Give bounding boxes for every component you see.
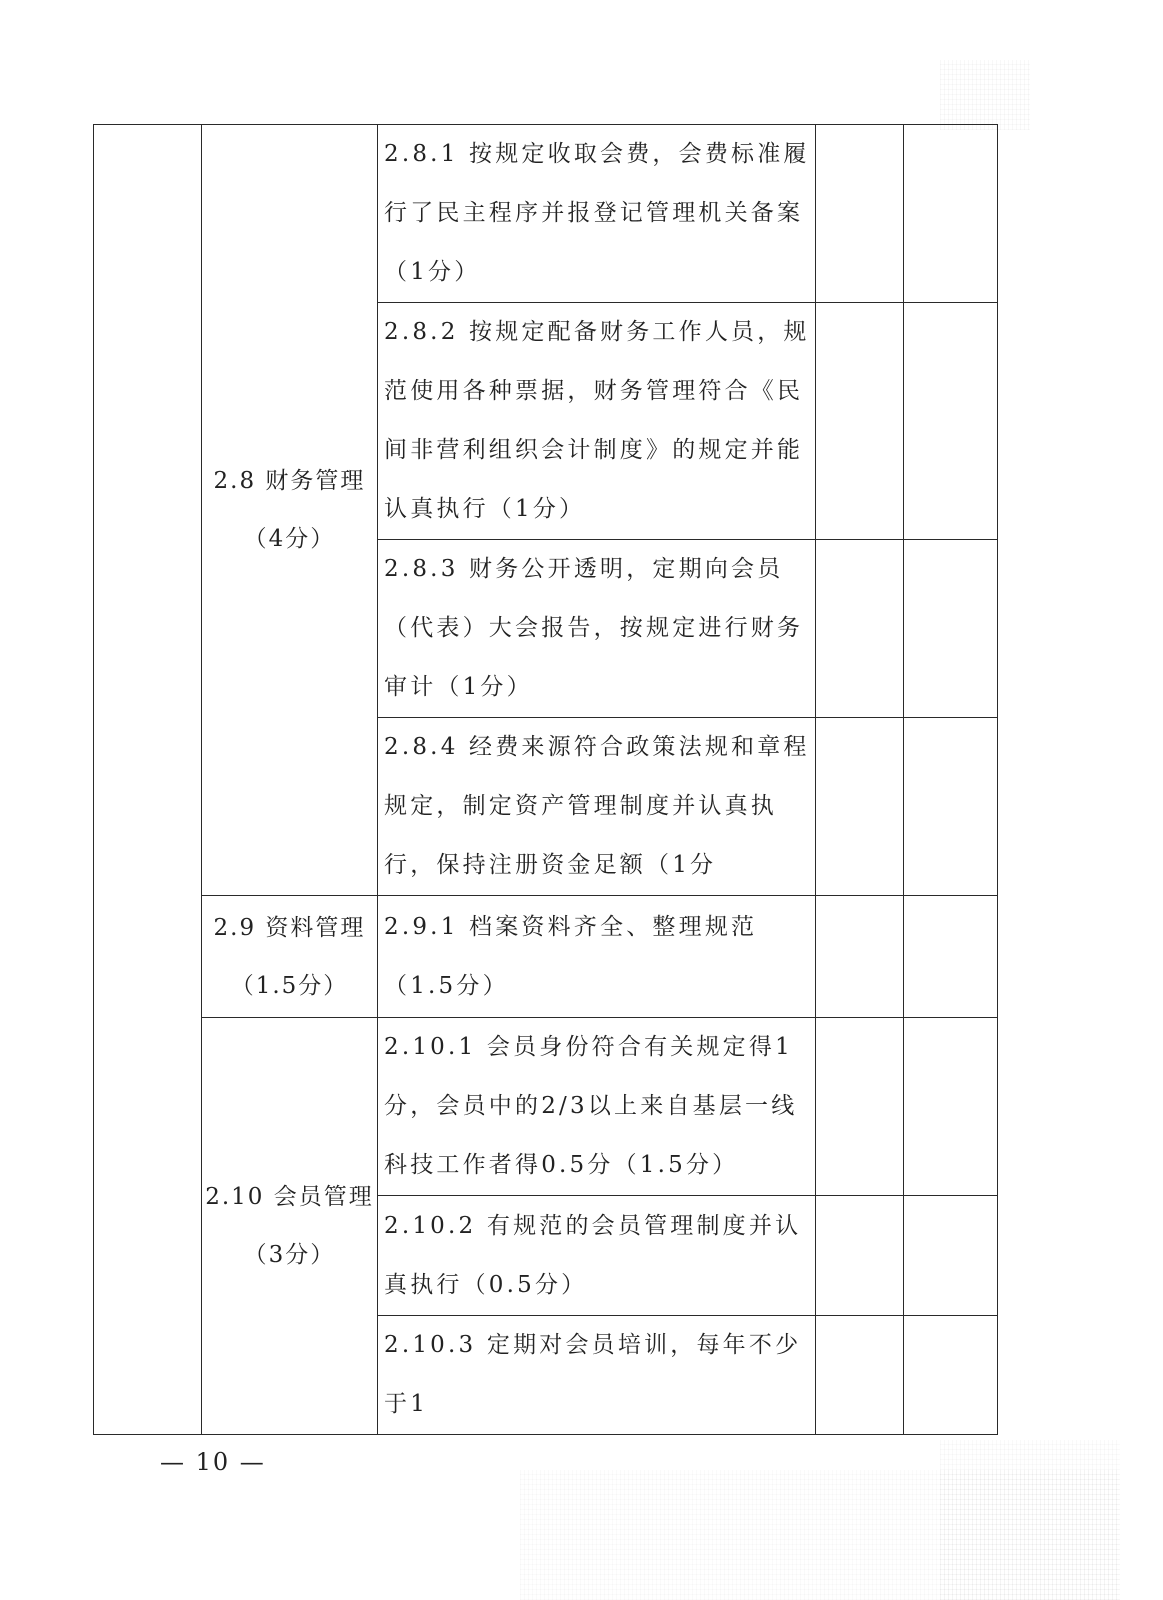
category-score: （1.5分） bbox=[230, 972, 349, 999]
table-row bbox=[94, 125, 998, 303]
self-score-cell[interactable] bbox=[816, 540, 904, 718]
criterion-cell bbox=[378, 718, 816, 896]
first-level-cell bbox=[94, 125, 202, 1435]
criterion-text: 2.10.1 会员身份符合有关规定得1分，会员中的2/3以上来自基层一线科技工作者得0.5分（1.5分） bbox=[384, 1034, 798, 1178]
criterion-text: 2.8.4 经费来源符合政策法规和章程规定，制定资产管理制度并认真执行，保持注册资金足额（1分 bbox=[384, 734, 810, 878]
review-score-cell[interactable] bbox=[904, 1196, 998, 1316]
page-number: — 10 — bbox=[160, 1448, 266, 1476]
category-cell bbox=[202, 896, 378, 1018]
criterion-text: 2.8.3 财务公开透明，定期向会员（代表）大会报告，按规定进行财务审计（1分） bbox=[384, 556, 804, 700]
self-score-cell[interactable] bbox=[816, 1196, 904, 1316]
review-score-cell[interactable] bbox=[904, 1316, 998, 1435]
review-score-cell[interactable] bbox=[904, 896, 998, 1018]
review-score-cell[interactable] bbox=[904, 540, 998, 718]
review-score-cell[interactable] bbox=[904, 125, 998, 303]
criterion-text: 2.10.2 有规范的会员管理制度并认真执行（0.5分） bbox=[384, 1212, 802, 1298]
criterion-cell bbox=[378, 1316, 816, 1435]
scan-artifact bbox=[940, 1440, 1120, 1600]
table-row bbox=[94, 896, 998, 1018]
evaluation-table bbox=[93, 124, 998, 1435]
category-cell bbox=[202, 1018, 378, 1435]
category-score: （4分） bbox=[243, 526, 336, 552]
criterion-cell bbox=[378, 1018, 816, 1196]
criterion-text: 2.9.1 档案资料齐全、整理规范（1.5分） bbox=[384, 913, 758, 999]
criterion-text: 2.8.2 按规定配备财务工作人员，规范使用各种票据，财务管理符合《民间非营利组织会计制度》的规定并能认真执行（1分） bbox=[384, 319, 810, 522]
review-score-cell[interactable] bbox=[904, 1018, 998, 1196]
review-score-cell[interactable] bbox=[904, 303, 998, 540]
category-cell bbox=[202, 125, 378, 896]
criterion-text: 2.8.1 按规定收取会费，会费标准履行了民主程序并报登记管理机关备案（1分） bbox=[384, 141, 810, 285]
criterion-cell bbox=[378, 540, 816, 718]
criterion-cell bbox=[378, 1196, 816, 1316]
category-score: （3分） bbox=[243, 1242, 336, 1268]
self-score-cell[interactable] bbox=[816, 303, 904, 540]
category-name: 2.10 会员管理 bbox=[205, 1184, 374, 1210]
category-name: 2.9 资料管理 bbox=[213, 914, 366, 941]
table-row bbox=[94, 1018, 998, 1196]
category-name: 2.8 财务管理 bbox=[213, 468, 366, 494]
scan-artifact bbox=[520, 1470, 1120, 1600]
criterion-cell bbox=[378, 125, 816, 303]
scan-artifact bbox=[940, 60, 1030, 130]
self-score-cell[interactable] bbox=[816, 125, 904, 303]
self-score-cell[interactable] bbox=[816, 1316, 904, 1435]
self-score-cell[interactable] bbox=[816, 718, 904, 896]
self-score-cell[interactable] bbox=[816, 1018, 904, 1196]
review-score-cell[interactable] bbox=[904, 718, 998, 896]
criterion-cell bbox=[378, 303, 816, 540]
self-score-cell[interactable] bbox=[816, 896, 904, 1018]
criterion-text: 2.10.3 定期对会员培训，每年不少于1 bbox=[384, 1332, 802, 1417]
criterion-cell bbox=[378, 896, 816, 1018]
